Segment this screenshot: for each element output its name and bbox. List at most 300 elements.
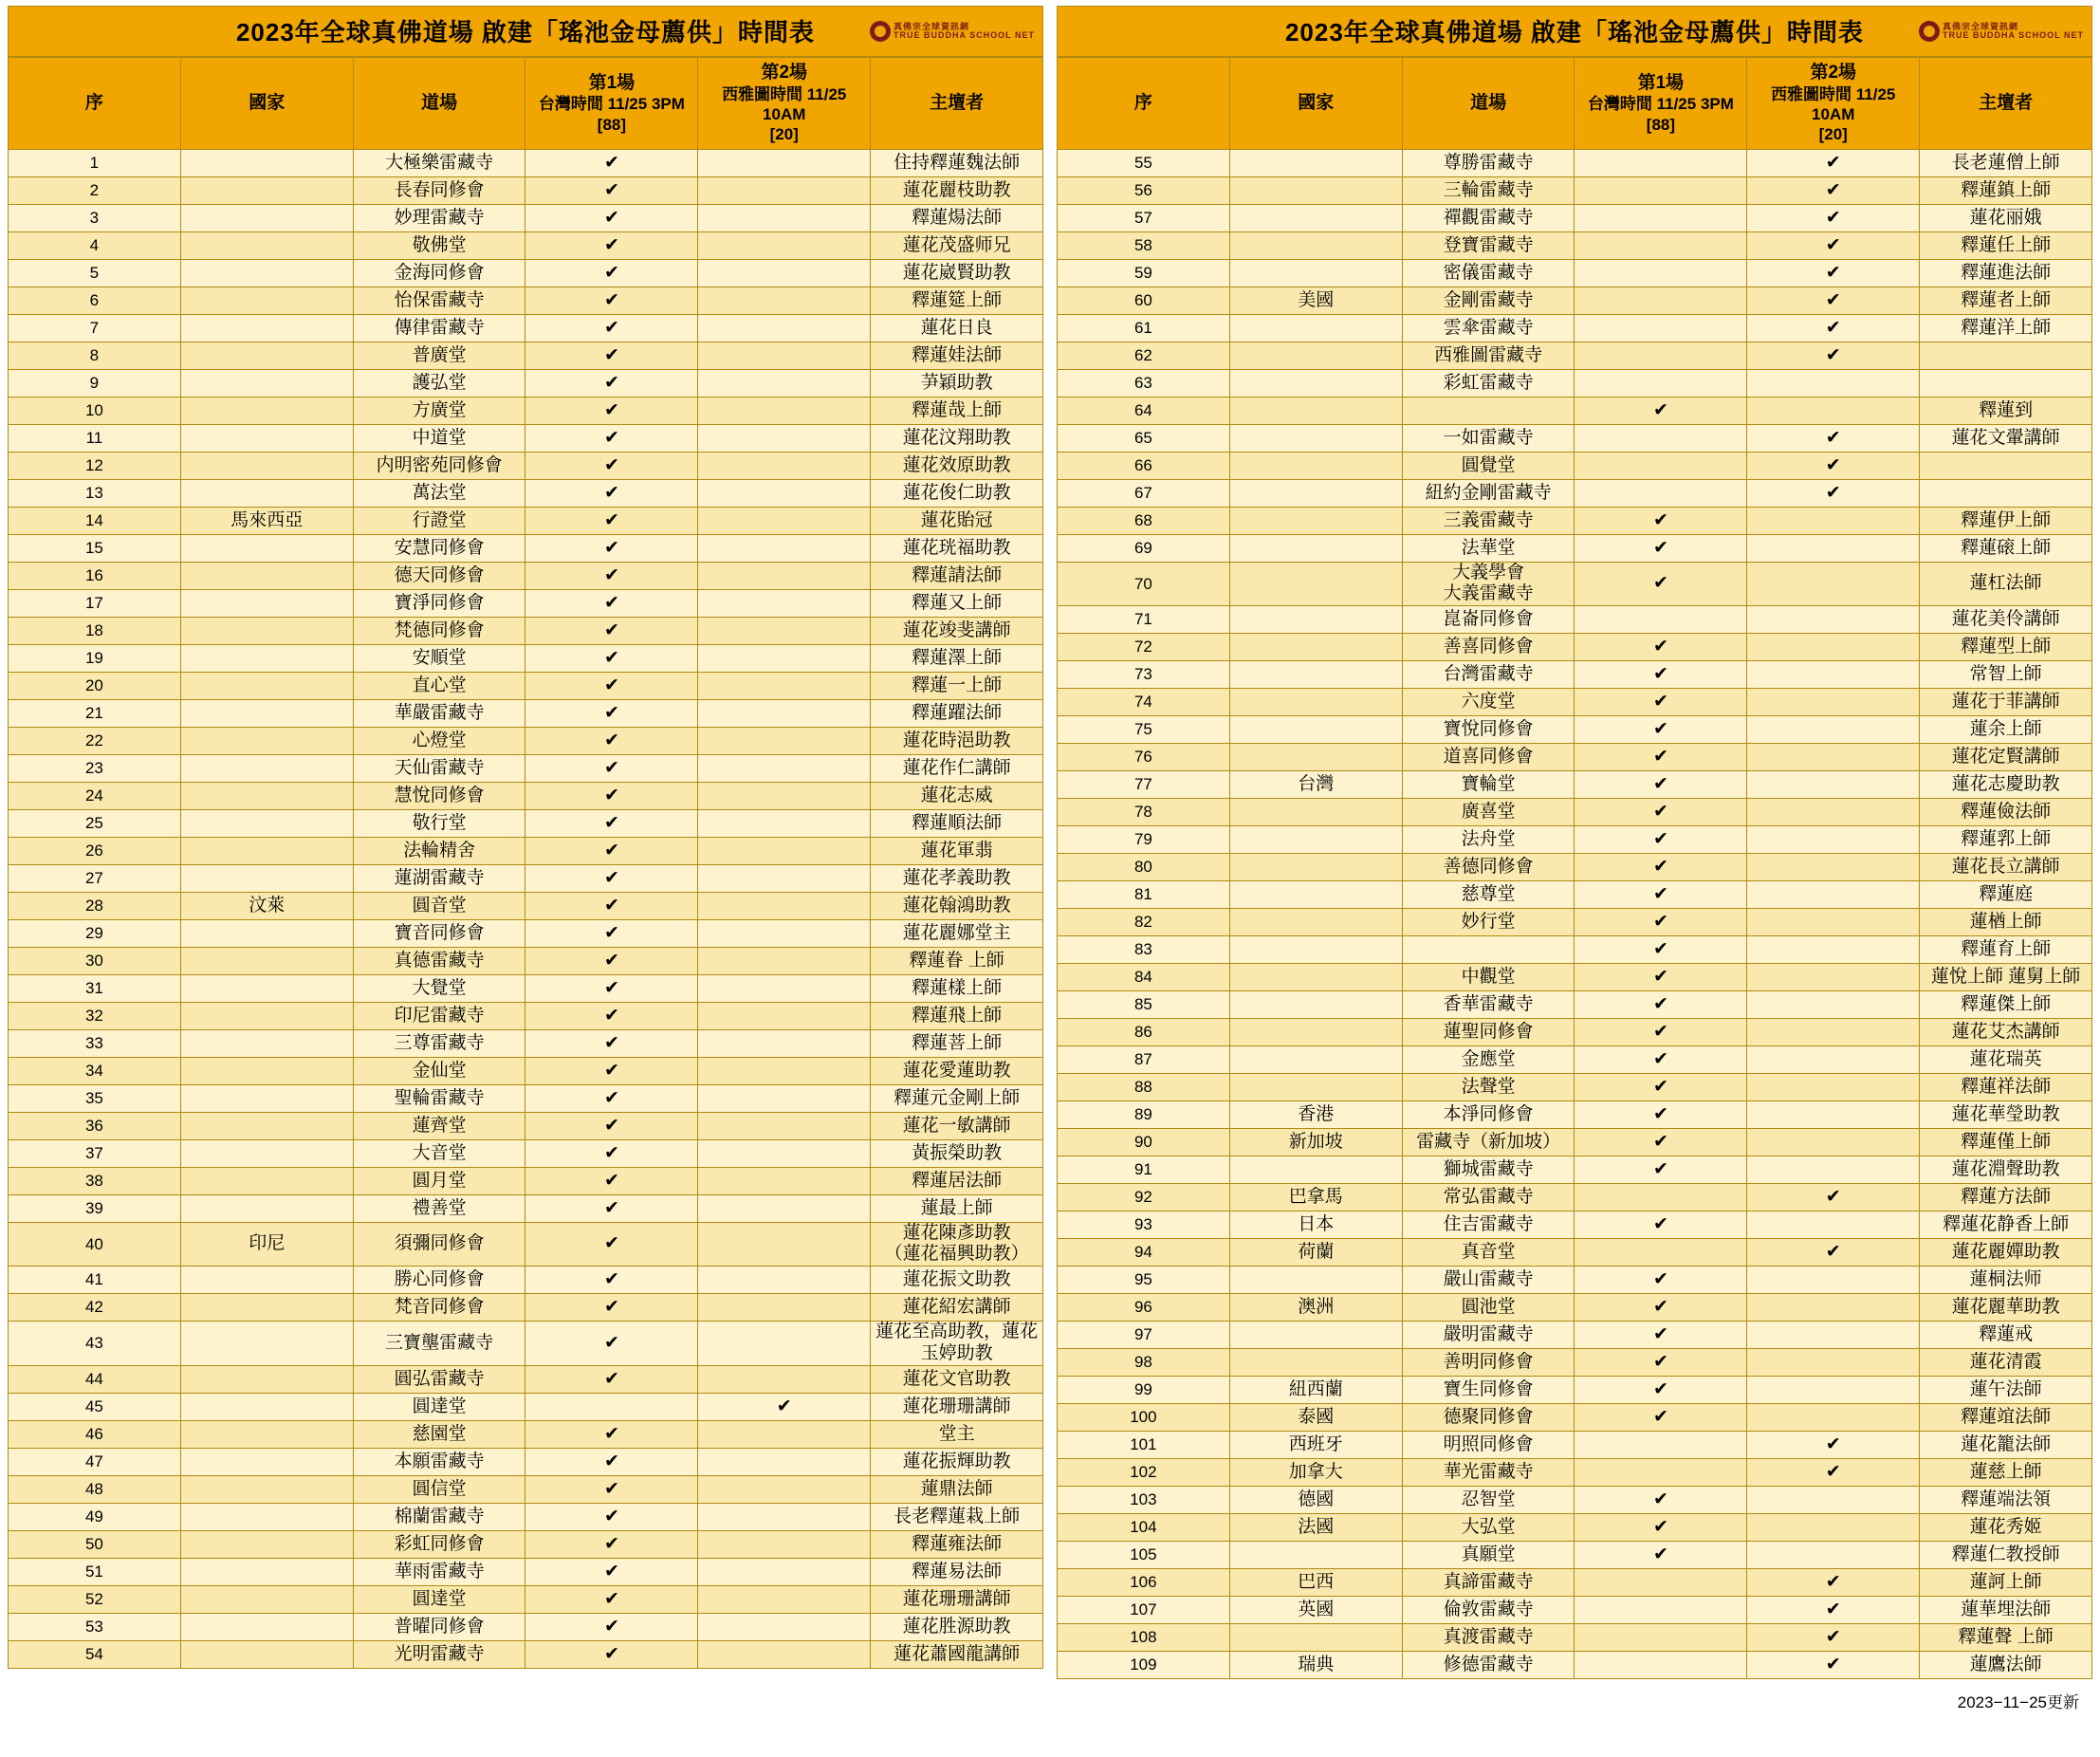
cell-session2-check: ✔ [1747, 1184, 1920, 1211]
cell-host: 堂主 [871, 1420, 1043, 1448]
cell-session2-check [698, 672, 871, 699]
cell-session2-check: ✔ [698, 1393, 871, 1420]
cell-session2-check: ✔ [1747, 479, 1920, 507]
cell-seq: 84 [1058, 964, 1230, 991]
cell-temple: 内明密苑同修會 [353, 452, 525, 479]
cell-host: 蓮花蕭國龍講師 [871, 1640, 1043, 1668]
cell-session2-check [698, 809, 871, 837]
cell-country [1229, 507, 1402, 534]
cell-seq: 94 [1058, 1239, 1230, 1267]
cell-country [180, 1002, 353, 1029]
cell-host: 釋蓮竩法師 [1920, 1404, 2092, 1432]
cell-session1-check [1575, 287, 1747, 314]
cell-host: 蓮花紹宏講師 [871, 1294, 1043, 1322]
table-row [9, 1057, 1043, 1084]
cell-host: 蓮花艾杰講師 [1920, 1019, 2092, 1046]
cell-host: 釋蓮進法師 [1920, 259, 2092, 287]
cell-host: 黃振榮助教 [871, 1139, 1043, 1167]
cell-session2-check [1747, 1156, 1920, 1184]
cell-session2-check [698, 176, 871, 204]
cell-seq: 35 [9, 1084, 181, 1112]
cell-seq: 36 [9, 1112, 181, 1139]
cell-session2-check [1747, 1349, 1920, 1377]
cell-host: 蓮花作仁講師 [871, 754, 1043, 782]
cell-temple [1402, 936, 1575, 964]
cell-session1-check: ✔ [1575, 826, 1747, 854]
cell-temple: 蓮齊堂 [353, 1112, 525, 1139]
cell-session1-check: ✔ [525, 287, 698, 314]
cell-country [1229, 1322, 1402, 1349]
cell-temple: 常弘雷藏寺 [1402, 1184, 1575, 1211]
cell-host: 釋蓮儉法師 [1920, 799, 2092, 826]
table-row [1058, 881, 2092, 909]
cell-session2-check: ✔ [1747, 1432, 1920, 1459]
cell-temple: 崑崙同修會 [1402, 606, 1575, 634]
cell-temple [1402, 397, 1575, 424]
cell-temple: 法舟堂 [1402, 826, 1575, 854]
cell-country [180, 1084, 353, 1112]
cell-country: 馬來西亞 [180, 507, 353, 534]
cell-host: 蓮花日良 [871, 314, 1043, 342]
cell-temple: 圓達堂 [353, 1585, 525, 1613]
col-header-session1 [1575, 58, 1747, 150]
cell-session2-check: ✔ [1747, 149, 1920, 176]
cell-host: 釋蓮育上師 [1920, 936, 2092, 964]
cell-host: 常智上師 [1920, 661, 2092, 689]
cell-country [1229, 936, 1402, 964]
cell-country [1229, 479, 1402, 507]
cell-country [180, 534, 353, 562]
cell-temple: 梵德同修會 [353, 617, 525, 644]
cell-country: 美國 [1229, 287, 1402, 314]
cell-host: 蓮花麗枝助教 [871, 176, 1043, 204]
cell-seq: 82 [1058, 909, 1230, 936]
table-row [9, 1613, 1043, 1640]
cell-session1-check: ✔ [1575, 1156, 1747, 1184]
cell-session2-check [1747, 1294, 1920, 1322]
table-row [1058, 534, 2092, 562]
cell-temple: 圓達堂 [353, 1393, 525, 1420]
cell-host: 蓮花瑞英 [1920, 1046, 2092, 1074]
cell-seq: 50 [9, 1530, 181, 1558]
cell-seq: 66 [1058, 452, 1230, 479]
table-row [1058, 1129, 2092, 1156]
cell-country [180, 1057, 353, 1084]
cell-country [180, 562, 353, 589]
cell-session2-check [698, 892, 871, 919]
cell-session2-check: ✔ [1747, 424, 1920, 452]
cell-country [180, 287, 353, 314]
cell-session1-check: ✔ [1575, 661, 1747, 689]
cell-session2-check [698, 1640, 871, 1668]
table-row [1058, 369, 2092, 397]
cell-seq: 73 [1058, 661, 1230, 689]
cell-host: 蓮花長立講師 [1920, 854, 2092, 881]
cell-seq: 54 [9, 1640, 181, 1668]
cell-session2-check [1747, 881, 1920, 909]
cell-seq: 98 [1058, 1349, 1230, 1377]
cell-country: 泰國 [1229, 1404, 1402, 1432]
table-row [9, 617, 1043, 644]
cell-session2-check [698, 287, 871, 314]
cell-session1-check: ✔ [525, 1002, 698, 1029]
cell-temple: 金海同修會 [353, 259, 525, 287]
cell-country [1229, 342, 1402, 369]
cell-session1-check [1575, 204, 1747, 231]
cell-temple: 密儀雷藏寺 [1402, 259, 1575, 287]
cell-temple: 圓弘雷藏寺 [353, 1365, 525, 1393]
cell-session1-check: ✔ [525, 562, 698, 589]
cell-host [1920, 452, 2092, 479]
cell-session1-check: ✔ [525, 1194, 698, 1222]
cell-host: 蓮花孝義助教 [871, 864, 1043, 892]
cell-session1-check: ✔ [1575, 1101, 1747, 1129]
page-title-right: 2023年全球真佛道場 啟建「瑤池金母薦供」時間表 [1284, 18, 1865, 46]
cell-temple: 慧悅同修會 [353, 782, 525, 809]
cell-temple: 華嚴雷藏寺 [353, 699, 525, 727]
cell-temple: 傳律雷藏寺 [353, 314, 525, 342]
cell-country: 台灣 [1229, 771, 1402, 799]
cell-host: 釋蓮澤上師 [871, 644, 1043, 672]
cell-host: 蓮花胜源助教 [871, 1613, 1043, 1640]
cell-host: 蓮花志慶助教 [1920, 771, 2092, 799]
cell-session1-check: ✔ [1575, 716, 1747, 744]
cell-session2-check [1747, 716, 1920, 744]
cell-host: 釋蓮任上師 [1920, 231, 2092, 259]
cell-session2-check [1747, 909, 1920, 936]
cell-country [180, 424, 353, 452]
cell-session2-check [698, 1267, 871, 1294]
cell-session1-check: ✔ [525, 1475, 698, 1503]
cell-country: 日本 [1229, 1211, 1402, 1239]
table-row [1058, 562, 2092, 606]
cell-seq: 2 [9, 176, 181, 204]
cell-temple: 心燈堂 [353, 727, 525, 754]
cell-country [180, 1640, 353, 1668]
cell-host: 蓮花茂盛师兄 [871, 231, 1043, 259]
cell-country [180, 1167, 353, 1194]
table-row [1058, 1624, 2092, 1652]
table-row [1058, 1211, 2092, 1239]
cell-country [1229, 881, 1402, 909]
cell-country: 加拿大 [1229, 1459, 1402, 1487]
cell-session1-check [1575, 1597, 1747, 1624]
cell-host: 釋蓮花静香上師 [1920, 1211, 2092, 1239]
cell-seq: 80 [1058, 854, 1230, 881]
cell-session2-check [1747, 634, 1920, 661]
cell-session1-check: ✔ [525, 507, 698, 534]
cell-session2-check [698, 1365, 871, 1393]
col-header-seq: 序 [1058, 58, 1230, 150]
cell-session2-check: ✔ [1747, 231, 1920, 259]
cell-temple: 倫敦雷藏寺 [1402, 1597, 1575, 1624]
cell-seq: 31 [9, 974, 181, 1002]
cell-host: 蓮桐法师 [1920, 1267, 2092, 1294]
cell-host: 釋蓮樣上師 [871, 974, 1043, 1002]
cell-temple: 廣喜堂 [1402, 799, 1575, 826]
cell-seq: 89 [1058, 1101, 1230, 1129]
cell-seq: 23 [9, 754, 181, 782]
cell-session1-check: ✔ [525, 974, 698, 1002]
cell-host: 釋蓮又上師 [871, 589, 1043, 617]
cell-country [180, 782, 353, 809]
cell-seq: 59 [1058, 259, 1230, 287]
table-row [1058, 452, 2092, 479]
cell-session1-check [1575, 606, 1747, 634]
cell-host: 釋蓮飛上師 [871, 1002, 1043, 1029]
cell-country [1229, 634, 1402, 661]
cell-seq: 88 [1058, 1074, 1230, 1101]
cell-session1-check: ✔ [1575, 1019, 1747, 1046]
cell-country [1229, 909, 1402, 936]
cell-session1-check: ✔ [525, 149, 698, 176]
cell-host: 蓮鼎法師 [871, 1475, 1043, 1503]
cell-host: 芛穎助教 [871, 369, 1043, 397]
col-header-host: 主壇者 [1920, 58, 2092, 150]
cell-country [1229, 799, 1402, 826]
cell-host: 蓮花定賢講師 [1920, 744, 2092, 771]
cell-country [180, 1322, 353, 1366]
cell-country [1229, 369, 1402, 397]
cell-session2-check [698, 837, 871, 864]
header-row [1058, 58, 2092, 150]
cell-temple: 本淨同修會 [1402, 1101, 1575, 1129]
cell-temple: 善德同修會 [1402, 854, 1575, 881]
cell-host: 蓮花美伶講師 [1920, 606, 2092, 634]
table-row [1058, 149, 2092, 176]
cell-session1-check: ✔ [525, 1448, 698, 1475]
cell-host: 釋蓮洋上師 [1920, 314, 2092, 342]
cell-host: 蓮午法師 [1920, 1377, 2092, 1404]
cell-session1-check: ✔ [525, 809, 698, 837]
logo-mark-icon [870, 21, 891, 42]
cell-country [1229, 149, 1402, 176]
table-row [1058, 1349, 2092, 1377]
cell-temple: 行證堂 [353, 507, 525, 534]
cell-country [180, 1029, 353, 1057]
table-row [9, 1475, 1043, 1503]
cell-country [180, 1294, 353, 1322]
table-row [1058, 1514, 2092, 1542]
cell-seq: 22 [9, 727, 181, 754]
cell-temple: 禪觀雷藏寺 [1402, 204, 1575, 231]
cell-country [180, 644, 353, 672]
cell-seq: 48 [9, 1475, 181, 1503]
cell-seq: 85 [1058, 991, 1230, 1019]
cell-country: 汶萊 [180, 892, 353, 919]
cell-seq: 33 [9, 1029, 181, 1057]
cell-country [180, 1420, 353, 1448]
cell-host [1920, 369, 2092, 397]
cell-temple: 華光雷藏寺 [1402, 1459, 1575, 1487]
table-row [1058, 936, 2092, 964]
cell-host: 蓮慈上師 [1920, 1459, 2092, 1487]
table-row [1058, 1046, 2092, 1074]
cell-host: 蓮花麗華助教 [1920, 1294, 2092, 1322]
cell-session2-check [698, 727, 871, 754]
cell-temple: 須彌同修會 [353, 1222, 525, 1267]
cell-session1-check: ✔ [1575, 1267, 1747, 1294]
cell-session1-check: ✔ [1575, 1322, 1747, 1349]
cell-country [1229, 259, 1402, 287]
cell-temple: 中觀堂 [1402, 964, 1575, 991]
cell-country [180, 1558, 353, 1585]
cell-session1-check: ✔ [525, 1585, 698, 1613]
cell-session2-check [698, 947, 871, 974]
cell-country [180, 1503, 353, 1530]
cell-session1-check: ✔ [525, 1558, 698, 1585]
cell-country: 印尼 [180, 1222, 353, 1267]
table-row [9, 1640, 1043, 1668]
cell-seq: 60 [1058, 287, 1230, 314]
cell-country [180, 1393, 353, 1420]
cell-seq: 71 [1058, 606, 1230, 634]
cell-session2-check [698, 259, 871, 287]
cell-seq: 3 [9, 204, 181, 231]
cell-session1-check [1575, 1432, 1747, 1459]
cell-session1-check: ✔ [525, 397, 698, 424]
cell-session1-check: ✔ [525, 424, 698, 452]
cell-country [1229, 1542, 1402, 1569]
cell-session1-check: ✔ [1575, 936, 1747, 964]
cell-session1-check [1575, 314, 1747, 342]
cell-session2-check [698, 204, 871, 231]
table-row [9, 1222, 1043, 1267]
cell-country [180, 1475, 353, 1503]
cell-seq: 13 [9, 479, 181, 507]
cell-temple: 一如雷藏寺 [1402, 424, 1575, 452]
cell-temple: 三輪雷藏寺 [1402, 176, 1575, 204]
table-row [1058, 909, 2092, 936]
cell-country [180, 1194, 353, 1222]
cell-host: 蓮花珖福助教 [871, 534, 1043, 562]
cell-session1-check: ✔ [525, 782, 698, 809]
cell-seq: 67 [1058, 479, 1230, 507]
cell-session1-check: ✔ [1575, 744, 1747, 771]
table-row [1058, 1294, 2092, 1322]
cell-country [1229, 176, 1402, 204]
cell-seq: 6 [9, 287, 181, 314]
cell-seq: 47 [9, 1448, 181, 1475]
cell-seq: 105 [1058, 1542, 1230, 1569]
cell-session2-check: ✔ [1747, 176, 1920, 204]
table-head-right [1058, 58, 2092, 150]
cell-seq: 70 [1058, 562, 1230, 606]
table-row [1058, 231, 2092, 259]
cell-host: 蓮花愛蓮助教 [871, 1057, 1043, 1084]
cell-seq: 81 [1058, 881, 1230, 909]
cell-session1-check: ✔ [525, 727, 698, 754]
cell-temple: 雲傘雷藏寺 [1402, 314, 1575, 342]
cell-temple: 萬法堂 [353, 479, 525, 507]
cell-country: 荷蘭 [1229, 1239, 1402, 1267]
cell-session2-check: ✔ [1747, 287, 1920, 314]
table-row [1058, 964, 2092, 991]
cell-session1-check: ✔ [1575, 1514, 1747, 1542]
cell-temple: 棉蘭雷藏寺 [353, 1503, 525, 1530]
cell-country [180, 452, 353, 479]
table-row [1058, 1459, 2092, 1487]
cell-host: 釋蓮僅上師 [1920, 1129, 2092, 1156]
cell-session1-check: ✔ [1575, 854, 1747, 881]
table-row [9, 809, 1043, 837]
cell-temple: 大覺堂 [353, 974, 525, 1002]
cell-temple: 明照同修會 [1402, 1432, 1575, 1459]
cell-temple: 獅城雷藏寺 [1402, 1156, 1575, 1184]
cell-session1-check [525, 1393, 698, 1420]
cell-session1-check [1575, 1184, 1747, 1211]
cell-session2-check: ✔ [1747, 1624, 1920, 1652]
cell-session1-check [1575, 1569, 1747, 1597]
cell-temple: 梵音同修會 [353, 1294, 525, 1322]
cell-seq: 109 [1058, 1652, 1230, 1679]
cell-temple: 蓮聖同修會 [1402, 1019, 1575, 1046]
session2-count: [20] [1818, 125, 1848, 144]
cell-temple: 六度堂 [1402, 689, 1575, 716]
cell-host: 蓮花一敏講師 [871, 1112, 1043, 1139]
cell-country [180, 754, 353, 782]
cell-session2-check [1747, 1129, 1920, 1156]
cell-seq: 62 [1058, 342, 1230, 369]
cell-country: 法國 [1229, 1514, 1402, 1542]
cell-temple: 金剛雷藏寺 [1402, 287, 1575, 314]
cell-seq: 5 [9, 259, 181, 287]
cell-session1-check [1575, 231, 1747, 259]
cell-session2-check [1747, 1487, 1920, 1514]
cell-country [1229, 231, 1402, 259]
cell-session2-check [698, 919, 871, 947]
cell-temple: 光明雷藏寺 [353, 1640, 525, 1668]
cell-session2-check [698, 864, 871, 892]
table-row [9, 589, 1043, 617]
cell-session1-check: ✔ [525, 204, 698, 231]
cell-session2-check: ✔ [1747, 1597, 1920, 1624]
table-row [9, 314, 1043, 342]
cell-country [1229, 991, 1402, 1019]
cell-host: 蓮花清霞 [1920, 1349, 2092, 1377]
table-row [9, 1112, 1043, 1139]
cell-session1-check: ✔ [1575, 881, 1747, 909]
cell-session2-check [698, 617, 871, 644]
session1-count: [88] [597, 115, 627, 134]
cell-host: 釋蓮易法師 [871, 1558, 1043, 1585]
cell-session1-check: ✔ [525, 314, 698, 342]
cell-host [1920, 342, 2092, 369]
table-row [9, 562, 1043, 589]
cell-session1-check: ✔ [525, 452, 698, 479]
cell-temple: 寶音同修會 [353, 919, 525, 947]
cell-seq: 78 [1058, 799, 1230, 826]
cell-country [180, 864, 353, 892]
table-row [1058, 1652, 2092, 1679]
cell-country [1229, 854, 1402, 881]
cell-session2-check [1747, 1074, 1920, 1101]
cell-seq: 87 [1058, 1046, 1230, 1074]
col-header-temple: 道場 [1402, 58, 1575, 150]
cell-host: 釋蓮傑上師 [1920, 991, 2092, 1019]
cell-seq: 83 [1058, 936, 1230, 964]
cell-seq: 52 [9, 1585, 181, 1613]
cell-session1-check: ✔ [1575, 1377, 1747, 1404]
cell-session2-check [1747, 936, 1920, 964]
cell-session1-check [1575, 1459, 1747, 1487]
cell-seq: 4 [9, 231, 181, 259]
cell-host: 蓮花珊珊講師 [871, 1585, 1043, 1613]
cell-session1-check: ✔ [1575, 634, 1747, 661]
cell-session2-check [698, 1029, 871, 1057]
table-row [9, 1194, 1043, 1222]
cell-host: 蓮花麗娜堂主 [871, 919, 1043, 947]
